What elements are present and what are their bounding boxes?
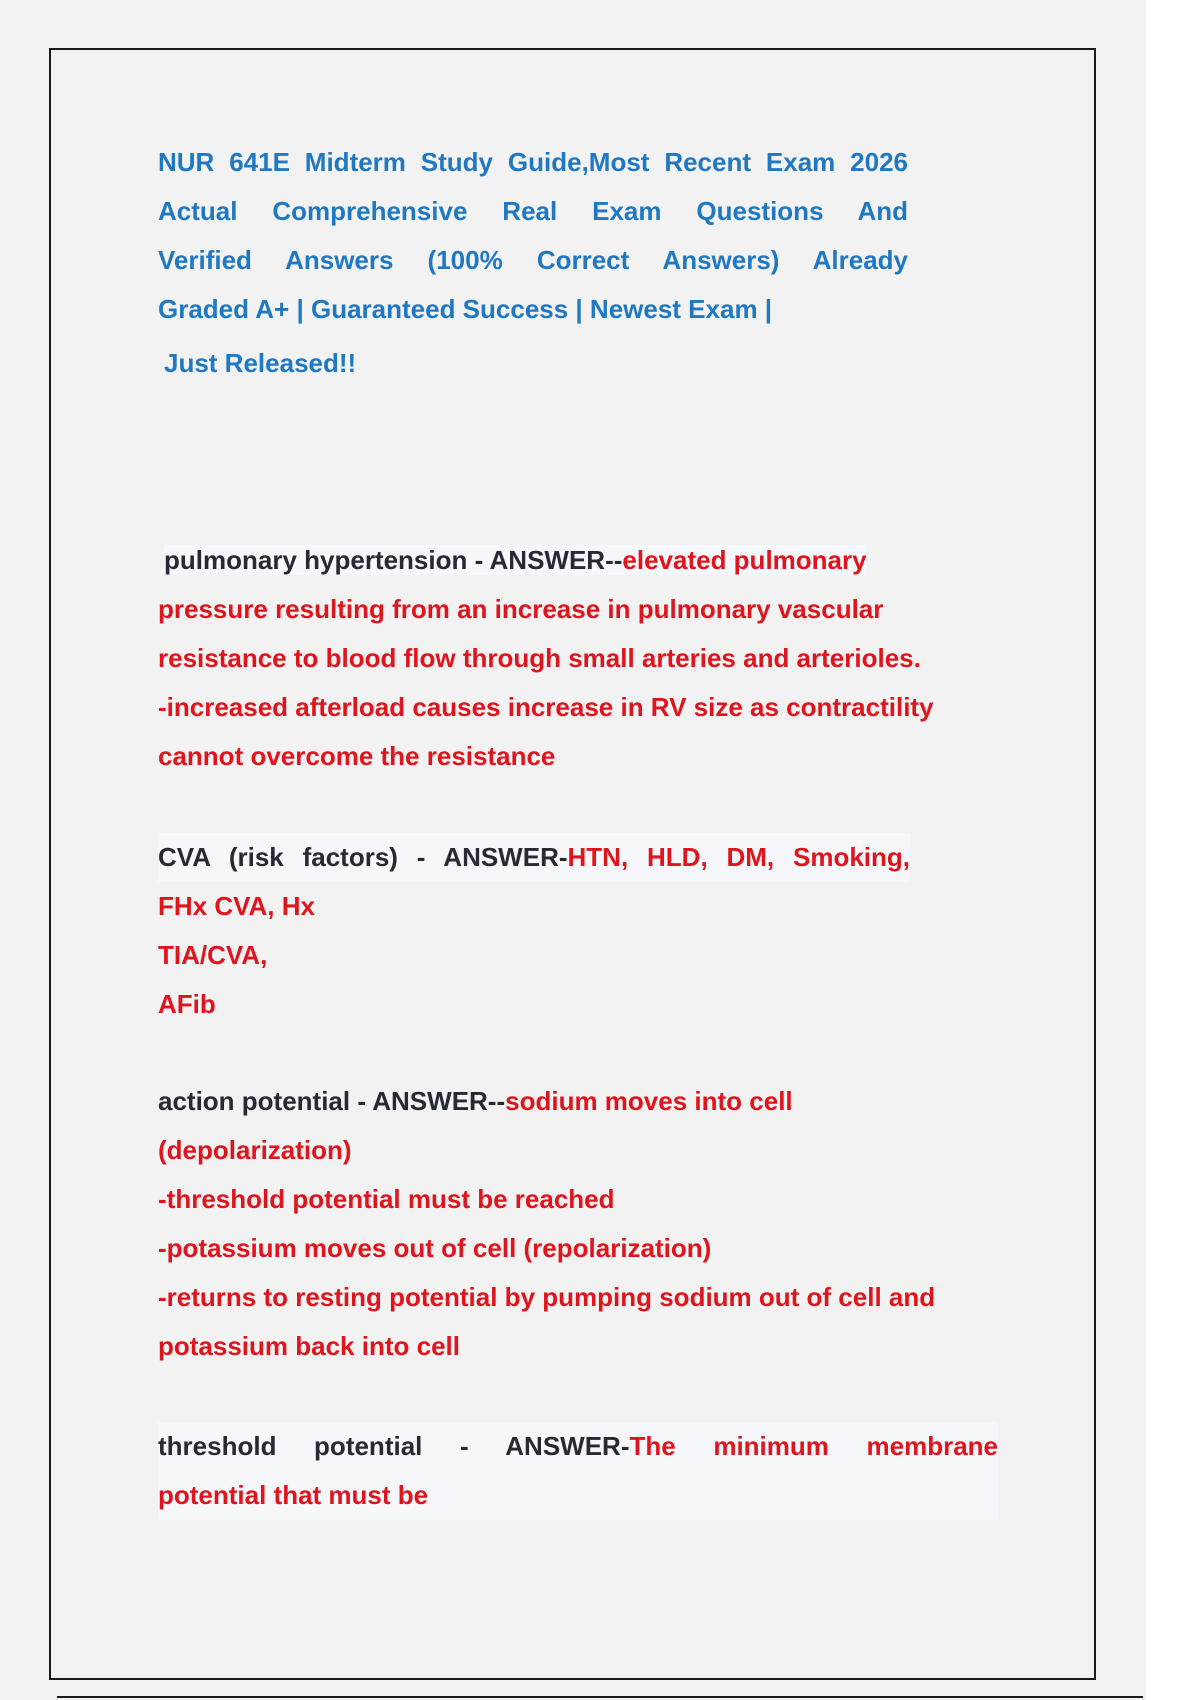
qa-line [158, 882, 910, 931]
qa-entry-action-potential [158, 1077, 935, 1371]
qa-line [158, 1126, 935, 1175]
qa-line [158, 683, 934, 732]
answer-text: -increased afterload causes increase in RV size as contractility [158, 692, 934, 722]
answer-text: FHx CVA, Hx [158, 891, 315, 921]
title-line-3: Verified Answers (100% Correct Answers) Already [158, 245, 908, 275]
answer-text: pressure resulting from an increase in pulmonary vascular [158, 594, 884, 624]
title-line-2: Actual Comprehensive Real Exam Questions And [158, 196, 908, 226]
answer-text: -returns to resting potential by pumping sodium out of cell and [158, 1282, 936, 1312]
qa-line [158, 1422, 998, 1471]
answer-text: TIA/CVA, [158, 940, 268, 970]
question-term: threshold potential - ANSWER- [158, 1431, 630, 1461]
qa-line [158, 1175, 935, 1224]
answer-text: resistance to blood flow through small arteries and arterioles. [158, 643, 921, 673]
answer-text: HTN, HLD, DM, Smoking, [567, 842, 910, 872]
answer-text: AFib [158, 989, 216, 1019]
title-line-1: NUR 641E Midterm Study Guide,Most Recent Exam 2026 [158, 147, 908, 177]
title-line-4: Graded A+ | Guaranteed Success | Newest Exam | [158, 294, 773, 324]
qa-line [158, 1077, 935, 1126]
qa-line [158, 980, 910, 1029]
qa-line [158, 1224, 935, 1273]
qa-line [158, 732, 934, 781]
qa-entry-threshold-potential [158, 1422, 998, 1520]
question-term: pulmonary hypertension - ANSWER-- [164, 545, 623, 575]
qa-line [158, 634, 934, 683]
qa-line [158, 1273, 935, 1322]
qa-entry-cva-risk-factors [158, 833, 910, 1029]
question-term: CVA (risk factors) - ANSWER- [158, 842, 568, 872]
answer-text: -potassium moves out of cell (repolarization) [158, 1233, 712, 1263]
answer-text: potential that must be [158, 1480, 429, 1510]
title-line-5: Just Released!! [164, 348, 357, 378]
qa-line [158, 1322, 935, 1371]
answer-text: potassium back into cell [158, 1331, 460, 1361]
qa-entry-pulmonary-hypertension [158, 536, 934, 781]
answer-text: elevated pulmonary [622, 545, 867, 575]
answer-text: -threshold potential must be reached [158, 1184, 615, 1214]
question-term: action potential - ANSWER-- [158, 1086, 506, 1116]
qa-line [158, 585, 934, 634]
answer-text: (depolarization) [158, 1135, 352, 1165]
answer-text: cannot overcome the resistance [158, 741, 556, 771]
qa-line [158, 1471, 998, 1520]
document-title [158, 138, 908, 388]
qa-line [158, 833, 910, 882]
qa-line [158, 536, 934, 585]
answer-text: The minimum membrane [629, 1431, 998, 1461]
answer-text: sodium moves into cell [505, 1086, 793, 1116]
page-bottom-rule [57, 1696, 1143, 1698]
qa-line [158, 931, 910, 980]
